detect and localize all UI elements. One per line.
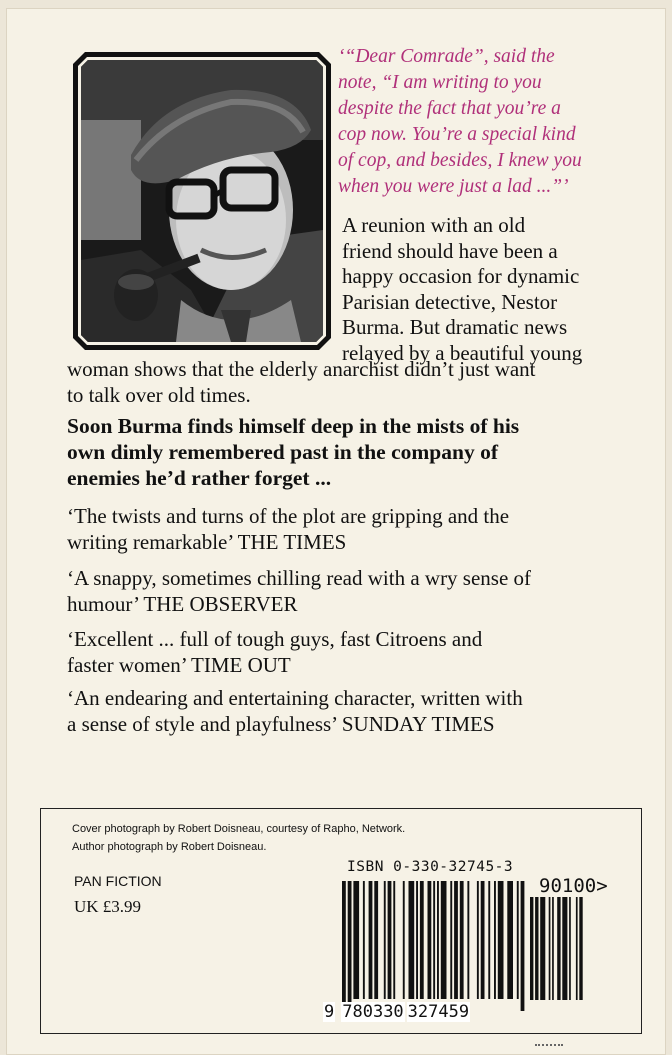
author-photo — [81, 60, 323, 342]
synopsis-right — [342, 213, 582, 366]
barcode-bar — [498, 881, 504, 999]
quote-line: cop now. You’re a special kind — [338, 124, 576, 145]
tagline — [67, 413, 519, 491]
publisher-label: PAN FICTION — [74, 873, 162, 889]
barcode-bar — [363, 881, 365, 999]
barcode-bar — [450, 881, 452, 999]
barcode-bar — [507, 881, 513, 999]
barcode-bar — [557, 897, 560, 1000]
review-time-out — [67, 627, 482, 678]
barcode-bar — [535, 897, 538, 1000]
barcode-bar — [517, 881, 519, 999]
barcode-bar — [569, 897, 571, 1000]
quote-line: when you were just a lad ...”’ — [338, 176, 569, 197]
price-label: UK £3.99 — [74, 897, 142, 916]
quote-line: note, “I am writing to you — [338, 72, 542, 93]
review-line: a sense of style and playfulness’ SUNDAY TIMES — [67, 711, 495, 736]
barcode-bar — [416, 881, 418, 999]
review-sunday-times — [67, 686, 523, 737]
barcode-bar — [374, 881, 378, 999]
barcode-bar — [369, 881, 373, 999]
barcode-bar — [477, 881, 479, 999]
isbn-label: ISBN 0-330-32745-3 — [347, 859, 514, 875]
barcode-bar — [530, 897, 533, 1000]
price-code-barcode — [528, 897, 584, 1014]
review-line: ‘The twists and turns of the plot are gripping and the — [67, 504, 510, 528]
review-times — [67, 504, 509, 555]
barcode-bar — [393, 881, 395, 999]
barcode-bar — [353, 881, 359, 999]
tagline-line: enemies he’d rather forget ... — [67, 466, 332, 490]
barcode-panel — [40, 808, 642, 1034]
barcode-bar — [433, 881, 435, 999]
barcode-bar — [576, 897, 578, 1000]
review-line: faster women’ TIME OUT — [67, 652, 291, 677]
barcode-bar — [403, 881, 405, 999]
quote-line: ‘“Dear Comrade”, said the — [338, 46, 555, 67]
back-cover — [6, 8, 666, 1055]
ean-left-digits: 780330 — [342, 1002, 404, 1022]
quote-line: of cop, and besides, I knew you — [338, 150, 582, 171]
review-line: writing remarkable’ THE TIMES — [67, 529, 347, 554]
author-photo-frame — [73, 52, 331, 350]
synopsis-line: Parisian detective, Nestor — [342, 289, 558, 314]
review-observer — [67, 566, 531, 617]
barcode-bar — [467, 881, 469, 999]
barcode-bar — [409, 881, 415, 999]
barcode-bar — [494, 881, 496, 999]
barcode-bar — [579, 897, 582, 1000]
author-photo-credit: Author photograph by Robert Doisneau. — [72, 841, 267, 853]
tagline-line: own dimly remembered past in the company of — [67, 440, 498, 464]
review-line: ‘Excellent ... full of tough guys, fast Citroens and — [67, 627, 483, 651]
synopsis-line: to talk over old times. — [67, 382, 251, 407]
ean-right-digits: 327459 — [407, 1002, 470, 1022]
barcode-bar — [549, 897, 551, 1000]
barcode-bar — [454, 881, 458, 999]
tagline-line: Soon Burma finds himself deep in the mists of his — [67, 414, 520, 438]
barcode-bar — [562, 897, 567, 1000]
barcode-bar — [348, 881, 352, 1011]
barcode-bar — [441, 881, 447, 999]
review-line: ‘An endearing and entertaining character, written with — [67, 686, 523, 710]
review-line: ‘A snappy, sometimes chilling read with a wry sense of — [67, 566, 532, 590]
barcode-bar — [388, 881, 392, 999]
ean-digits — [323, 1002, 470, 1022]
synopsis-line: Burma. But dramatic news — [342, 315, 568, 339]
synopsis-full — [67, 357, 536, 408]
cover-photo-credit: Cover photograph by Robert Doisneau, courtesy of Rapho, Network. — [72, 823, 406, 835]
ean-barcode — [340, 881, 526, 1013]
price-code — [539, 875, 608, 897]
pull-quote — [338, 44, 638, 200]
barcode-bar — [420, 881, 424, 999]
barcode-bar — [437, 881, 439, 999]
barcode-bar — [488, 881, 490, 999]
price-code-arrow: > — [596, 875, 608, 897]
barcode-bar — [428, 881, 432, 999]
barcode-bar — [481, 881, 485, 999]
synopsis-line: relayed by a beautiful young — [342, 340, 583, 365]
barcode-bar — [384, 881, 386, 999]
synopsis-line: friend should have been a — [342, 238, 558, 263]
barcode-bar — [521, 881, 525, 1011]
synopsis-line: A reunion with an old — [342, 213, 526, 237]
barcode-bar — [342, 881, 346, 1011]
synopsis-line: woman shows that the elderly anarchist didn’t just want — [67, 357, 536, 381]
barcode-bar — [552, 897, 554, 1000]
ean-first-digit: 9 — [324, 1002, 335, 1022]
barcode-bar — [540, 897, 545, 1000]
review-line: humour’ THE OBSERVER — [67, 591, 298, 616]
barcode-bar — [460, 881, 464, 999]
price-code-digits: 90100 — [539, 875, 597, 897]
scuff-mark — [535, 1044, 563, 1050]
synopsis-line: happy occasion for dynamic — [342, 264, 580, 288]
quote-line: despite the fact that you’re a — [338, 98, 561, 119]
